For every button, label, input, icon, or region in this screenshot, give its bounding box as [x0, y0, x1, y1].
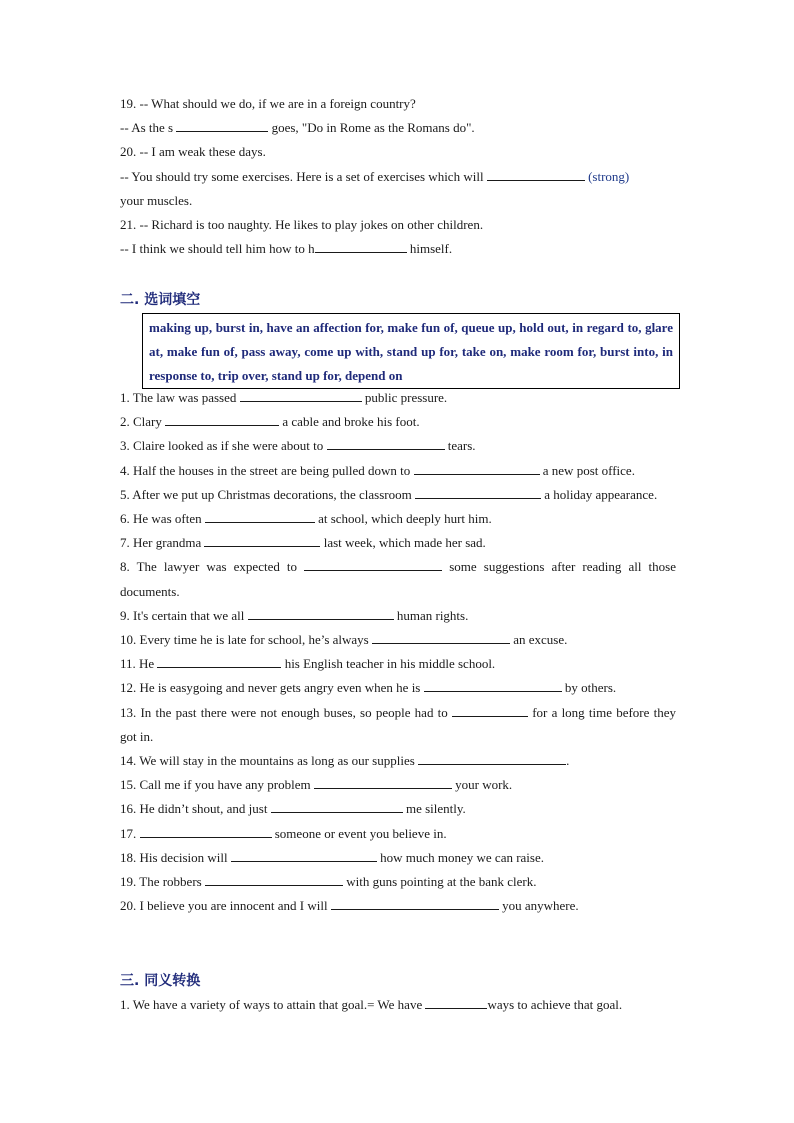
s3-item-1: 1. We have a variety of ways to attain that goal.= We have ways to achieve that goal. — [120, 997, 623, 1012]
s2-item-11 — [120, 652, 676, 676]
s2-item-1 — [120, 386, 676, 410]
answer-blank[interactable] — [304, 557, 442, 571]
item-text: tears. — [447, 438, 476, 454]
s2-item-7 — [120, 531, 676, 555]
answer-blank[interactable] — [424, 678, 562, 692]
item-text: at school, which deeply hurt him. — [318, 511, 492, 527]
word-bank-box — [142, 313, 680, 389]
section3-title: 三. 同义转换 — [120, 973, 201, 989]
item-text: 2. Clary — [120, 414, 162, 430]
answer-blank[interactable] — [315, 239, 407, 253]
s2-item-10 — [120, 628, 676, 652]
item-text: 6. He was often — [120, 511, 202, 527]
item-text: 7. Her grandma — [120, 535, 202, 551]
answer-blank[interactable] — [327, 436, 445, 450]
s2-item-5 — [120, 483, 676, 507]
item-text: someone or event you believe in. — [274, 825, 447, 841]
part1-questions — [120, 92, 676, 261]
q20-answer-cont: your muscles. — [120, 192, 193, 208]
item-text: 8. The lawyer was expected to — [120, 559, 298, 575]
s2-item-18 — [120, 846, 676, 870]
answer-blank[interactable] — [231, 848, 377, 862]
item-text: his English teacher in his middle school. — [284, 656, 496, 672]
section3-items — [120, 993, 676, 1017]
answer-blank[interactable] — [205, 509, 315, 523]
s2-item-16 — [120, 797, 676, 821]
item-text: a new post office. — [542, 462, 635, 478]
answer-blank[interactable] — [331, 896, 499, 910]
item-text: 4. Half the houses in the street are being pulled down to — [120, 462, 411, 478]
s2-item-20 — [120, 894, 676, 918]
s2-item-19 — [120, 870, 676, 894]
q21-answer: -- I think we should tell him how to h himself. — [120, 241, 453, 257]
answer-blank[interactable] — [414, 461, 540, 475]
s2-item-3 — [120, 434, 676, 458]
item-text: 14. We will stay in the mountains as long as our supplies — [120, 753, 415, 769]
item-text: 17. — [120, 825, 137, 841]
item-text: 15. Call me if you have any problem — [120, 777, 311, 793]
s2-item-14 — [120, 749, 676, 773]
q21-question: 21. -- Richard is too naughty. He likes to play jokes on other children. — [120, 217, 484, 233]
s2-item-2 — [120, 410, 676, 434]
answer-blank[interactable] — [418, 751, 566, 765]
answer-blank[interactable] — [487, 167, 585, 181]
item-text: for a long time before they got in. — [120, 704, 676, 744]
item-text: 9. It's certain that we all — [120, 607, 245, 623]
item-text: human rights. — [396, 607, 469, 623]
s2-item-13 — [120, 701, 676, 749]
item-text: 19. The robbers — [120, 874, 202, 890]
s2-item-6 — [120, 507, 676, 531]
s2-item-15 — [120, 773, 676, 797]
answer-blank[interactable] — [372, 630, 510, 644]
item-text: 16. He didn’t shout, and just — [120, 801, 268, 817]
answer-blank[interactable] — [425, 995, 487, 1009]
item-text: some suggestions after reading all those documents. — [120, 559, 677, 599]
item-text: . — [566, 753, 570, 769]
answer-blank[interactable] — [204, 533, 320, 547]
answer-blank[interactable] — [157, 654, 281, 668]
q19-answer: -- As the s goes, "Do in Rome as the Romans do". — [120, 120, 475, 136]
word-hint: (strong) — [588, 168, 630, 184]
answer-blank[interactable] — [176, 118, 268, 132]
item-text: 3. Claire looked as if she were about to — [120, 438, 324, 454]
item-text: with guns pointing at the bank clerk. — [346, 874, 537, 890]
answer-blank[interactable] — [452, 703, 528, 717]
item-text: 20. I believe you are innocent and I will — [120, 898, 328, 914]
answer-blank[interactable] — [240, 388, 362, 402]
item-text: 10. Every time he is late for school, he’s always — [120, 632, 369, 648]
word-bank-text: making up, burst in, have an affection for, make fun of, queue up, hold out, in regard to, glare at, make fun of, pass away, come up with, stand up for, take on, make room for, burst into, in response to, trip over, stand up for, depend on — [149, 320, 673, 383]
answer-blank[interactable] — [140, 824, 272, 838]
item-text: 11. He — [120, 656, 155, 672]
s2-item-8 — [120, 555, 676, 603]
s2-item-4 — [120, 459, 676, 483]
item-text: 13. In the past there were not enough buses, so people had to — [120, 704, 448, 720]
answer-blank[interactable] — [248, 606, 394, 620]
q20-answer: -- You should try some exercises. Here is a set of exercises which will (strong) — [120, 168, 630, 184]
item-text: me silently. — [405, 801, 466, 817]
s2-item-17 — [120, 822, 676, 846]
item-text: 1. The law was passed — [120, 390, 237, 405]
item-text: a cable and broke his foot. — [282, 414, 420, 430]
item-text: your work. — [455, 777, 513, 793]
q20-question: 20. -- I am weak these days. — [120, 144, 266, 160]
item-text: 18. His decision will — [120, 849, 228, 865]
answer-blank[interactable] — [415, 485, 541, 499]
answer-blank[interactable] — [314, 775, 452, 789]
answer-blank[interactable] — [165, 412, 279, 426]
answer-blank[interactable] — [205, 872, 343, 886]
item-text: public pressure. — [364, 390, 448, 405]
section2-title: 二. 选词填空 — [120, 292, 201, 308]
item-text: you anywhere. — [502, 898, 579, 914]
item-text: 12. He is easygoing and never gets angry even when he is — [120, 680, 421, 696]
section2-items — [120, 386, 676, 918]
item-text: by others. — [564, 680, 617, 696]
item-text: how much money we can raise. — [380, 849, 544, 865]
q19-question: 19. -- What should we do, if we are in a foreign country? — [120, 96, 416, 111]
item-text: a holiday appearance. — [544, 486, 658, 502]
item-text: an excuse. — [513, 632, 568, 648]
s2-item-9 — [120, 604, 676, 628]
answer-blank[interactable] — [271, 799, 403, 813]
item-text: 5. After we put up Christmas decorations, the classroom — [120, 486, 412, 502]
item-text: last week, which made her sad. — [323, 535, 486, 551]
s2-item-12 — [120, 676, 676, 700]
